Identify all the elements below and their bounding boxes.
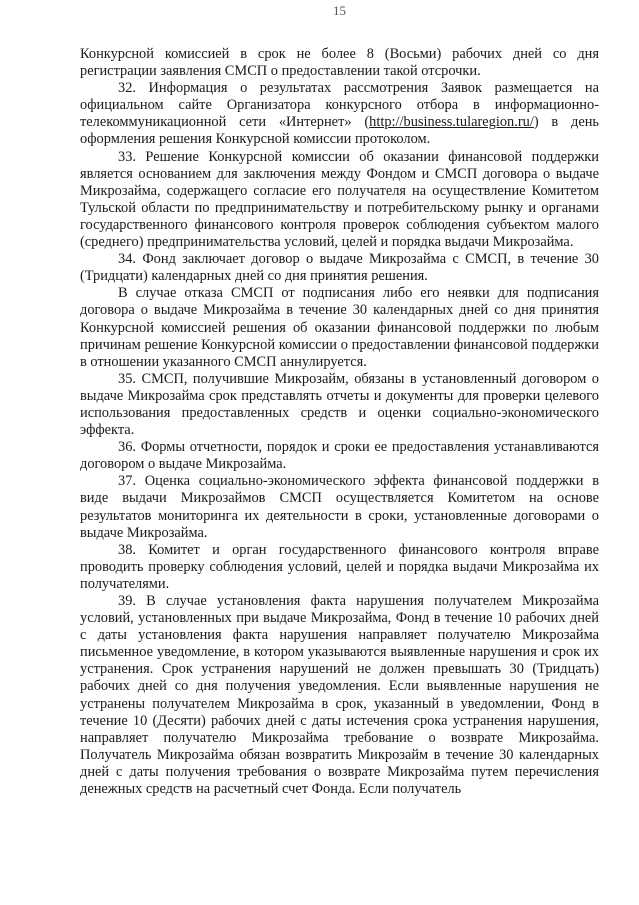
- paragraph-36: 36. Формы отчетности, порядок и сроки ее предоставления устанавливаются договором о выдаче Микрозайма.: [80, 439, 599, 473]
- paragraph-33: 33. Решение Конкурсной комиссии об оказании финансовой поддержки является основанием для заключения между Фондом и СМСП договора о выдаче Микрозайма, содержащего согласие его получателя на осуществление Комитетом Тульской области по предпринимательству и потребительскому рынку и органами государственного финансового контроля проверок соблюдения субъектом малого (среднего) предпринимательства условий, целей и порядка выдачи Микрозайма.: [80, 148, 599, 251]
- paragraph-37: 37. Оценка социально-экономического эффекта финансовой поддержки в виде выдачи Микрозаймов СМСП осуществляется Комитетом на основе результатов мониторинга их деятельности в сроки, установленные договорами о выдаче Микрозайма.: [80, 473, 599, 541]
- paragraph-38: 38. Комитет и орган государственного финансового контроля вправе проводить проверку соблюдения условий, целей и порядка выдачи Микрозайма их получателями.: [80, 541, 599, 592]
- paragraph-32: [80, 80, 599, 148]
- page-number: 15: [333, 3, 346, 18]
- paragraph-32-text-after-link: ) в день оформления решения Конкурсной комиссии протоколом.: [80, 114, 599, 148]
- document-body: [80, 46, 599, 798]
- paragraph-34: 34. Фонд заключает договор о выдаче Микрозайма с СМСП, в течение 30 (Тридцати) календарных дней со дня принятия решения.: [80, 251, 599, 285]
- paragraph-39: 39. В случае установления факта нарушения получателем Микрозайма условий, установленных при выдаче Микрозайма, Фонд в течение 10 рабочих дней с даты установления факта нарушения направляет получателю Микрозайма письменное уведомление, в котором указываются выявленные нарушения и срок их устранения. Срок устранения нарушений не должен превышать 30 (Тридцать) рабочих дней со дня получения уведомления. Если выявленные нарушения не устранены получателем Микрозайма в срок, указанный в уведомлении, Фонд в течение 10 (Десяти) рабочих дней с даты истечения срока устранения нарушения, направляет получателю Микрозайма требование о возврате Микрозайма. Получатель Микрозайма обязан возвратить Микрозайм в течение 30 календарных дней с даты получения требования о возврате Микрозайма путем перечисления денежных средств на расчетный счет Фонда. Если получатель: [80, 593, 599, 798]
- paragraph-34-refusal: В случае отказа СМСП от подписания либо его неявки для подписания договора о выдаче Микрозайма в течение 30 календарных дней со дня принятия Конкурсной комиссией решения об оказании финансовой поддержки по любым причинам решение Конкурсной комиссии о предоставлении финансовой поддержки в отношении указанного СМСП аннулируется.: [80, 285, 599, 370]
- business-tularegion-link[interactable]: http://business.tularegion.ru/: [369, 114, 534, 131]
- paragraph-35: 35. СМСП, получившие Микрозайм, обязаны в установленный договором о выдаче Микрозайма срок представлять отчеты и документы для проверки целевого использования предоставленных средств и оценки социально-экономического эффекта.: [80, 370, 599, 439]
- paragraph-32-text-before-link: 32. Информация о результатах рассмотрения Заявок размещается на официальном сайте Организатора конкурсного отбора в информационно-телекоммуникационной сети «Интернет» (: [80, 80, 599, 131]
- paragraph-continuation: Конкурсной комиссией в срок не более 8 (Восьми) рабочих дней со дня регистрации заявления СМСП о предоставлении такой отсрочки.: [80, 46, 599, 80]
